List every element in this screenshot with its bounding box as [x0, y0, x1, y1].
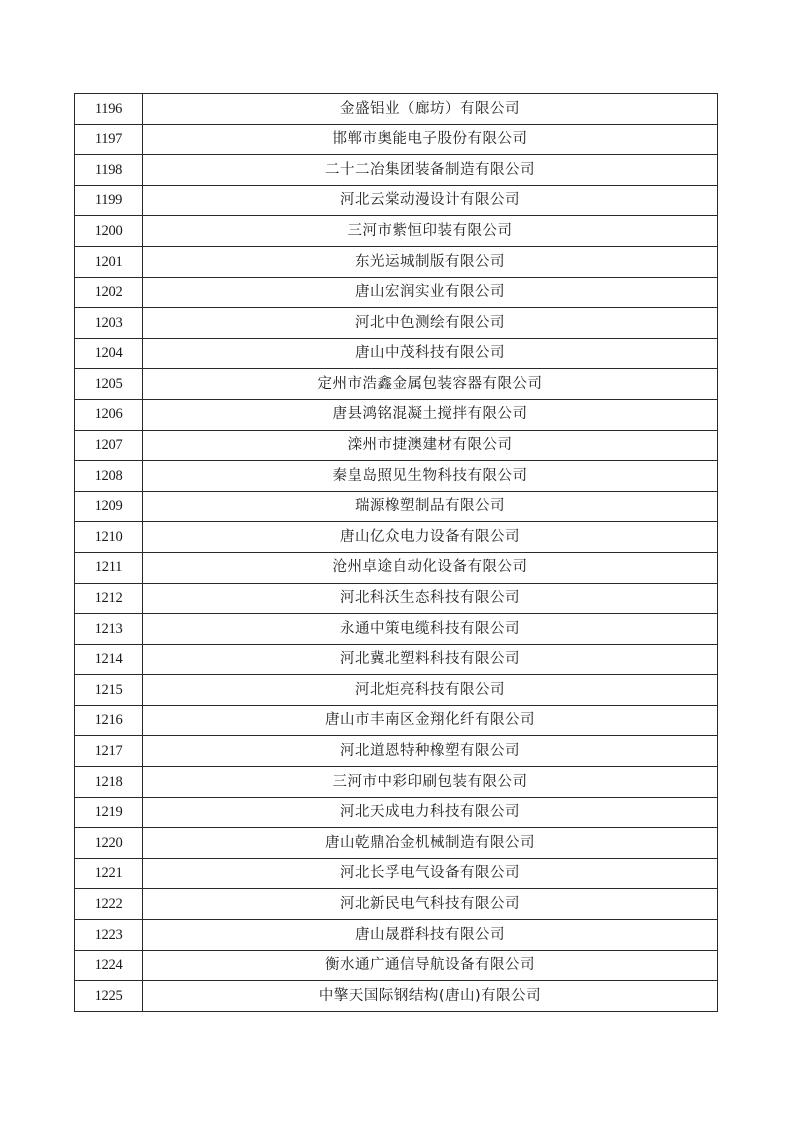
- row-number-cell: 1221: [75, 858, 143, 889]
- company-name-cell: 衡水通广通信导航设备有限公司: [143, 950, 718, 981]
- company-name-cell: 河北冀北塑料科技有限公司: [143, 644, 718, 675]
- company-list-table: [74, 93, 718, 1012]
- company-name-cell: 唐县鸿铭混凝土搅拌有限公司: [143, 399, 718, 430]
- table-row: [75, 736, 718, 767]
- row-number-cell: 1198: [75, 155, 143, 186]
- row-number-cell: 1201: [75, 246, 143, 277]
- row-number-cell: 1196: [75, 94, 143, 125]
- company-name-cell: 唐山中茂科技有限公司: [143, 338, 718, 369]
- table-row: [75, 155, 718, 186]
- row-number-cell: 1224: [75, 950, 143, 981]
- row-number-cell: 1206: [75, 399, 143, 430]
- table-row: [75, 705, 718, 736]
- table-row: [75, 277, 718, 308]
- row-number-cell: 1207: [75, 430, 143, 461]
- row-number-cell: 1203: [75, 308, 143, 339]
- table-row: [75, 246, 718, 277]
- row-number-cell: 1217: [75, 736, 143, 767]
- table-row: [75, 614, 718, 645]
- table-row: [75, 889, 718, 920]
- company-name-cell: 定州市浩鑫金属包装容器有限公司: [143, 369, 718, 400]
- row-number-cell: 1219: [75, 797, 143, 828]
- table-row: [75, 675, 718, 706]
- table-row: [75, 797, 718, 828]
- table-row: [75, 767, 718, 798]
- table-row: [75, 461, 718, 492]
- company-name-cell: 永通中策电缆科技有限公司: [143, 614, 718, 645]
- company-name-cell: 唐山晟群科技有限公司: [143, 920, 718, 951]
- company-name-cell: 河北云棠动漫设计有限公司: [143, 185, 718, 216]
- row-number-cell: 1218: [75, 767, 143, 798]
- table-row: [75, 583, 718, 614]
- table-row: [75, 94, 718, 125]
- company-name-cell: 河北新民电气科技有限公司: [143, 889, 718, 920]
- company-name-cell: 三河市紫恒印装有限公司: [143, 216, 718, 247]
- row-number-cell: 1200: [75, 216, 143, 247]
- company-name-cell: 河北中色测绘有限公司: [143, 308, 718, 339]
- row-number-cell: 1222: [75, 889, 143, 920]
- table-row: [75, 338, 718, 369]
- table-row: [75, 828, 718, 859]
- row-number-cell: 1215: [75, 675, 143, 706]
- row-number-cell: 1223: [75, 920, 143, 951]
- row-number-cell: 1202: [75, 277, 143, 308]
- table-row: [75, 430, 718, 461]
- company-name-cell: 唐山宏润实业有限公司: [143, 277, 718, 308]
- company-name-cell: 中擎天国际钢结构(唐山)有限公司: [143, 981, 718, 1012]
- company-name-cell: 东光运城制版有限公司: [143, 246, 718, 277]
- table-body: [75, 94, 718, 1012]
- row-number-cell: 1211: [75, 552, 143, 583]
- company-name-cell: 河北炬亮科技有限公司: [143, 675, 718, 706]
- table-row: [75, 644, 718, 675]
- row-number-cell: 1210: [75, 522, 143, 553]
- company-name-cell: 唐山亿众电力设备有限公司: [143, 522, 718, 553]
- company-name-cell: 河北道恩特种橡塑有限公司: [143, 736, 718, 767]
- row-number-cell: 1205: [75, 369, 143, 400]
- table-row: [75, 552, 718, 583]
- row-number-cell: 1199: [75, 185, 143, 216]
- row-number-cell: 1213: [75, 614, 143, 645]
- company-name-cell: 二十二冶集团装备制造有限公司: [143, 155, 718, 186]
- company-name-cell: 河北科沃生态科技有限公司: [143, 583, 718, 614]
- table-row: [75, 920, 718, 951]
- table-row: [75, 369, 718, 400]
- row-number-cell: 1225: [75, 981, 143, 1012]
- company-name-cell: 三河市中彩印刷包装有限公司: [143, 767, 718, 798]
- table-row: [75, 124, 718, 155]
- company-name-cell: 河北天成电力科技有限公司: [143, 797, 718, 828]
- table-row: [75, 308, 718, 339]
- company-name-cell: 瑞源橡塑制品有限公司: [143, 491, 718, 522]
- row-number-cell: 1220: [75, 828, 143, 859]
- row-number-cell: 1216: [75, 705, 143, 736]
- company-name-cell: 河北长孚电气设备有限公司: [143, 858, 718, 889]
- row-number-cell: 1197: [75, 124, 143, 155]
- row-number-cell: 1214: [75, 644, 143, 675]
- row-number-cell: 1212: [75, 583, 143, 614]
- company-name-cell: 唐山市丰南区金翔化纤有限公司: [143, 705, 718, 736]
- company-name-cell: 沧州卓途自动化设备有限公司: [143, 552, 718, 583]
- company-name-cell: 金盛铝业（廊坊）有限公司: [143, 94, 718, 125]
- table-row: [75, 216, 718, 247]
- row-number-cell: 1208: [75, 461, 143, 492]
- table-row: [75, 981, 718, 1012]
- table-row: [75, 399, 718, 430]
- table-row: [75, 185, 718, 216]
- company-name-cell: 邯郸市奥能电子股份有限公司: [143, 124, 718, 155]
- company-name-cell: 唐山乾鼎冶金机械制造有限公司: [143, 828, 718, 859]
- table-row: [75, 950, 718, 981]
- company-name-cell: 滦州市捷澳建材有限公司: [143, 430, 718, 461]
- row-number-cell: 1209: [75, 491, 143, 522]
- company-name-cell: 秦皇岛照见生物科技有限公司: [143, 461, 718, 492]
- table-row: [75, 858, 718, 889]
- table-row: [75, 522, 718, 553]
- table-row: [75, 491, 718, 522]
- row-number-cell: 1204: [75, 338, 143, 369]
